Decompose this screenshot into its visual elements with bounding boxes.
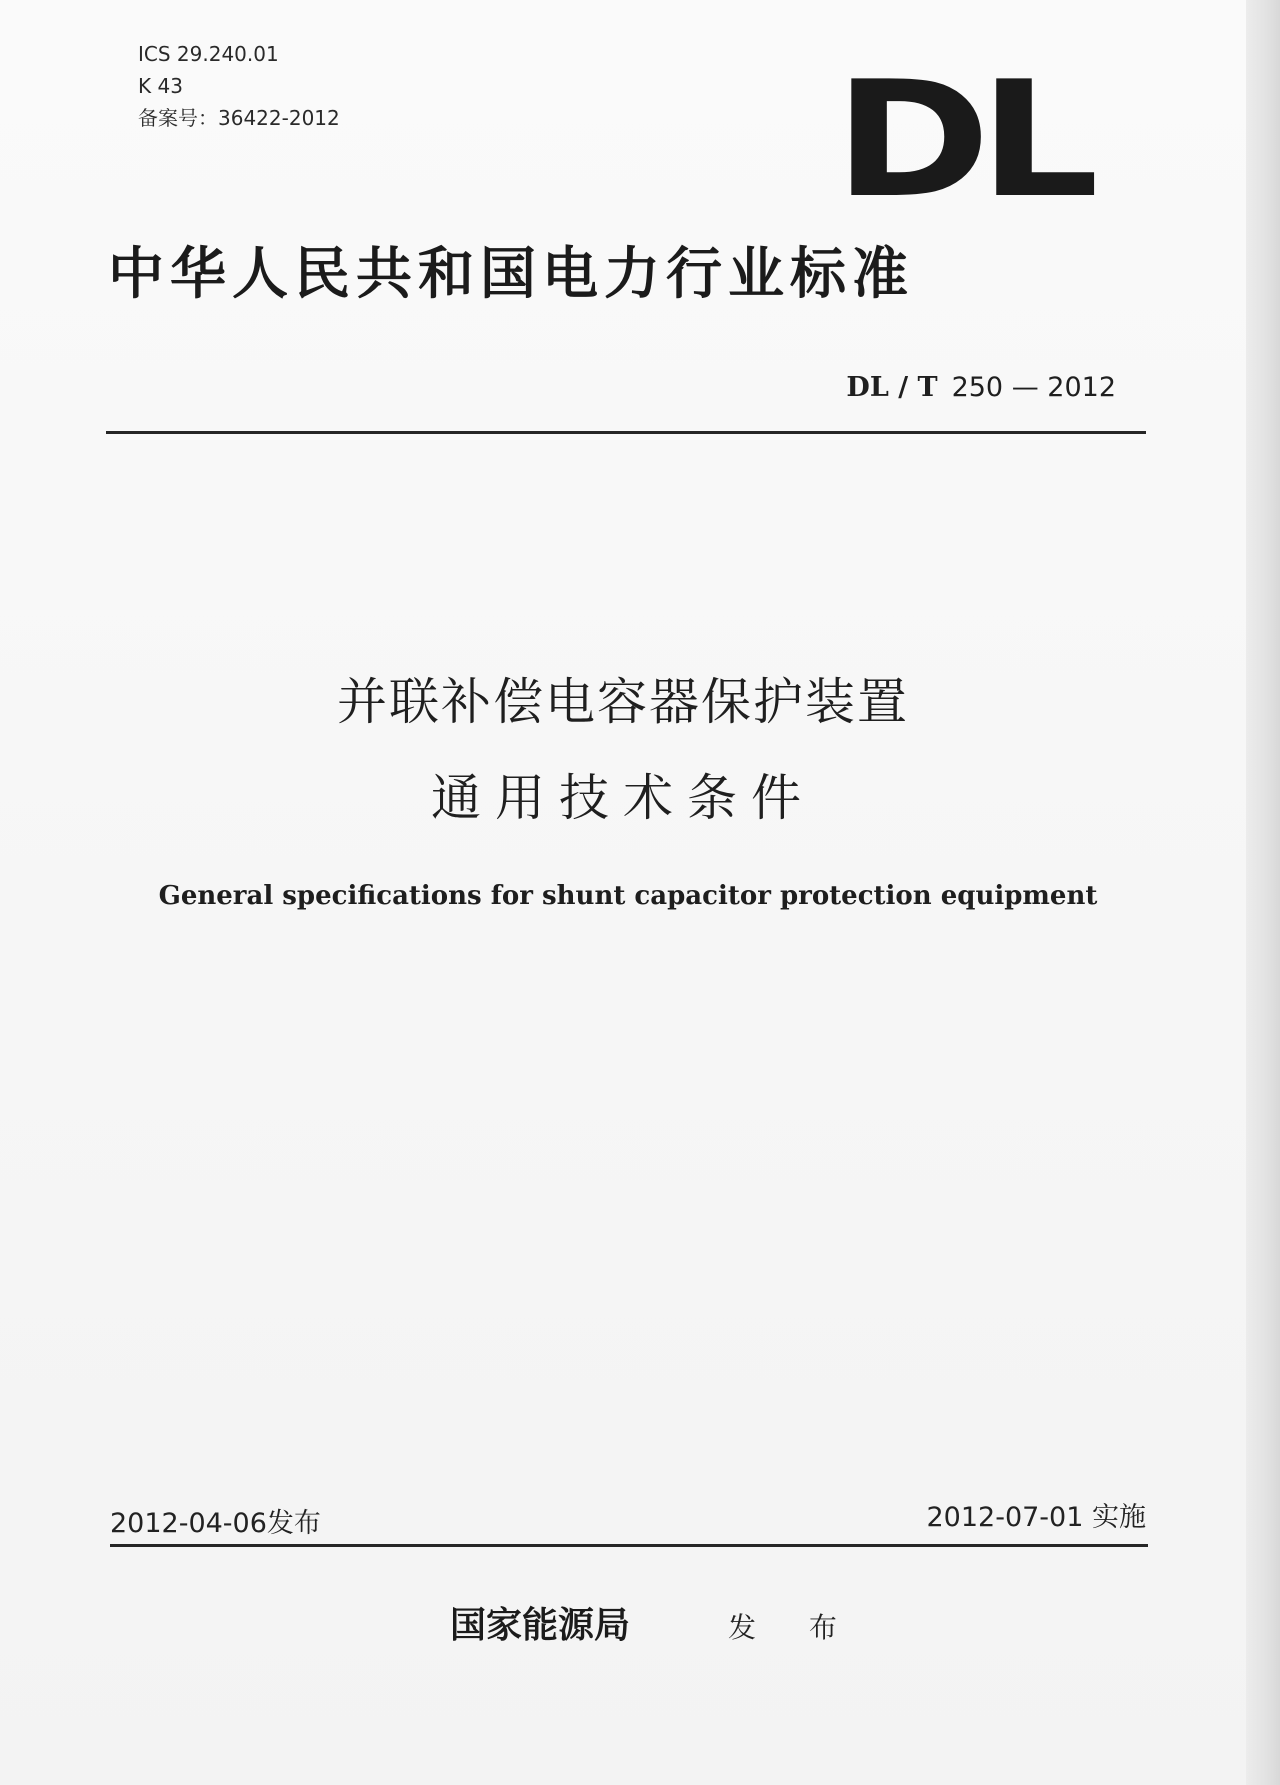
document-title-line1: 并联补偿电容器保护装置	[337, 673, 909, 731]
standard-category-title: 中华人民共和国电力行业标准	[108, 242, 914, 307]
standard-number	[846, 370, 1116, 406]
filing-number: 备案号：36422-2012	[138, 106, 340, 130]
document-title-english: General specifications for shunt capacitor protection equipment	[158, 881, 1098, 911]
ics-code: ICS 29.240.01	[138, 42, 279, 66]
ccs-code: K 43	[138, 74, 183, 98]
bottom-divider	[110, 1544, 1148, 1547]
publish-label: 发 布	[728, 1611, 859, 1644]
classification-block	[138, 38, 340, 134]
issue-date: 2012-04-06发布	[110, 1508, 321, 1539]
publisher-name: 国家能源局	[450, 1604, 631, 1646]
standard-code: DL / T	[846, 372, 938, 403]
dl-logo: DL	[834, 46, 1088, 233]
document-title-line2: 通用技术条件	[431, 769, 815, 827]
effective-date: 2012-07-01 实施	[926, 1502, 1146, 1533]
top-divider	[106, 431, 1146, 434]
standard-number-year: 250 — 2012	[951, 372, 1116, 403]
